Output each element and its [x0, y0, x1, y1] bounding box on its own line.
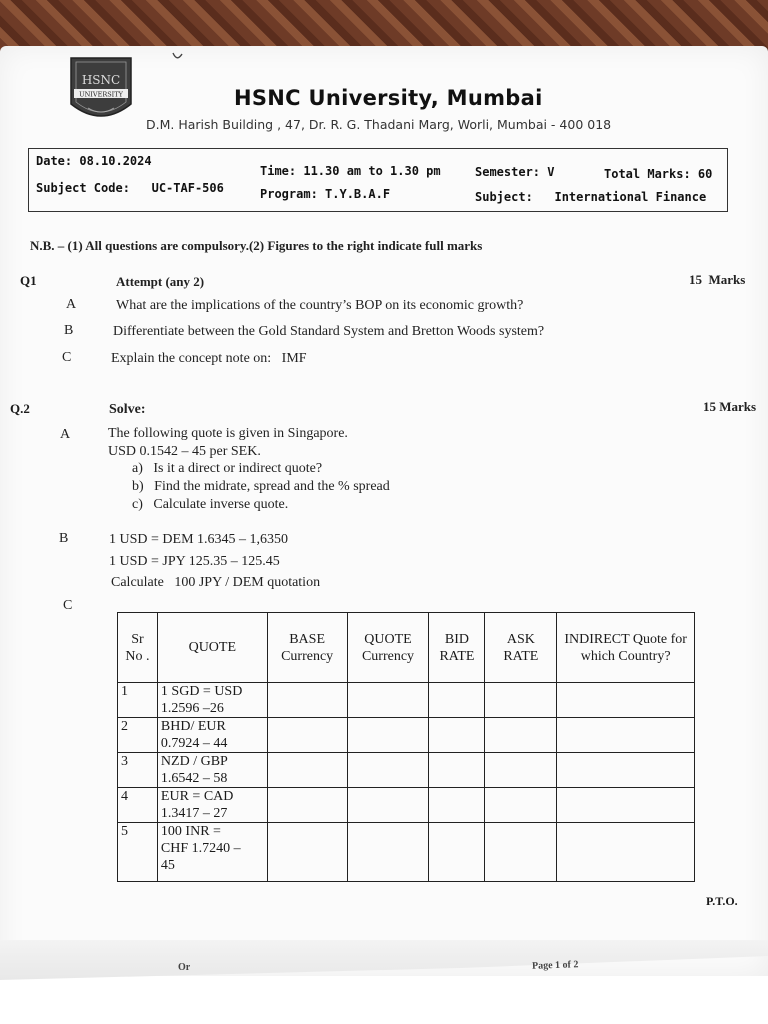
q2a-letter: A — [60, 427, 71, 442]
background-fabric — [0, 0, 768, 52]
exam-subject: Subject: International Finance — [475, 190, 707, 204]
cell-blank — [557, 683, 695, 718]
q2-label: Q.2 — [10, 401, 30, 416]
q1a-letter: A — [66, 297, 77, 312]
table-row — [118, 683, 695, 718]
footer-fragment: Or — [178, 962, 191, 973]
quote-line: CHF 1.7240 – — [160, 841, 241, 856]
q1-heading: Attempt (any 2) — [116, 274, 205, 289]
q2b-line1: 1 USD = DEM 1.6345 – 1,6350 — [109, 532, 289, 547]
q2a-sub-c: c) Calculate inverse quote. — [132, 497, 289, 512]
q1-marks: 15 Marks — [689, 272, 746, 287]
q1c-text: Explain the concept note on: IMF — [111, 351, 307, 366]
cell-quote — [157, 823, 267, 882]
page-number: Page 1 of 2 — [531, 959, 579, 972]
cell-blank — [485, 823, 557, 882]
q2a-sub-a: a) Is it a direct or indirect quote? — [132, 461, 323, 476]
q2a-quote: USD 0.1542 – 45 per SEK. — [108, 444, 261, 459]
cell-sr: 1 — [118, 683, 158, 718]
exam-date: Date: 08.10.2024 — [36, 154, 152, 168]
cell-blank — [267, 823, 347, 882]
col-header-base: BASE Currency — [267, 613, 347, 683]
cell-blank — [267, 683, 347, 718]
cell-sr: 3 — [118, 753, 158, 788]
university-title: HSNC University, Mumbai — [234, 86, 543, 110]
q2b-line3: Calculate 100 JPY / DEM quotation — [111, 575, 321, 590]
table-row — [118, 823, 695, 882]
q1a-text: What are the implications of the country’s BOP on its economic growth? — [116, 298, 524, 313]
quote-line: 45 — [160, 858, 175, 873]
exam-time: Time: 11.30 am to 1.30 pm — [260, 164, 441, 178]
cell-blank — [347, 718, 429, 753]
table-row — [118, 718, 695, 753]
quote-line: 100 INR = — [160, 824, 221, 839]
q2b-line2: 1 USD = JPY 125.35 – 125.45 — [109, 554, 280, 569]
exam-subject-code: Subject Code: UC-TAF-506 — [36, 181, 224, 195]
cell-blank — [267, 753, 347, 788]
cell-blank — [267, 718, 347, 753]
quote-line: EUR = CAD — [160, 789, 234, 804]
cell-blank — [429, 823, 485, 882]
cell-blank — [429, 753, 485, 788]
quote-line: NZD / GBP — [160, 754, 228, 769]
q2b-letter: B — [59, 531, 69, 546]
cell-blank — [267, 788, 347, 823]
cell-blank — [485, 753, 557, 788]
cell-blank — [429, 718, 485, 753]
cell-blank — [347, 683, 429, 718]
cell-blank — [557, 823, 695, 882]
cell-blank — [347, 753, 429, 788]
q1b-text: Differentiate between the Gold Standard System and Bretton Woods system? — [113, 324, 545, 339]
instructions: N.B. – (1) All questions are compulsory.(2) Figures to the right indicate full marks — [30, 238, 483, 253]
cell-blank — [557, 788, 695, 823]
col-header-ask: ASK RATE — [485, 613, 557, 683]
col-header-sr: Sr No . — [118, 613, 158, 683]
cell-quote — [157, 788, 267, 823]
exam-program: Program: T.Y.B.A.F — [260, 187, 391, 201]
cell-sr: 2 — [118, 718, 158, 753]
quote-line: 1.2596 –26 — [160, 701, 224, 716]
cell-blank — [429, 788, 485, 823]
logo-text: HSNC — [81, 73, 121, 87]
cell-blank — [429, 683, 485, 718]
q2-marks: 15 Marks — [703, 399, 757, 414]
cell-blank — [485, 788, 557, 823]
cell-blank — [347, 788, 429, 823]
q2a-sub-b: b) Find the midrate, spread and the % spread — [132, 479, 390, 494]
q1c-letter: C — [62, 350, 72, 365]
cell-blank — [557, 753, 695, 788]
cell-quote — [157, 753, 267, 788]
quote-line: 0.7924 – 44 — [160, 736, 228, 751]
cell-sr: 4 — [118, 788, 158, 823]
cell-blank — [557, 718, 695, 753]
q2c-letter: C — [63, 598, 73, 613]
cell-quote — [157, 683, 267, 718]
pen-mark-icon — [170, 50, 184, 62]
q1b-letter: B — [64, 323, 74, 338]
cell-blank — [485, 683, 557, 718]
university-logo — [66, 52, 136, 128]
pto-note: P.T.O. — [706, 894, 738, 908]
q2-heading: Solve: — [109, 402, 146, 417]
quote-line: 1.3417 – 27 — [160, 806, 228, 821]
cell-sr: 5 — [118, 823, 158, 882]
table-header-row — [118, 613, 695, 683]
quote-line: 1 SGD = USD — [160, 684, 243, 699]
quote-line: BHD/ EUR — [160, 719, 226, 734]
university-address: D.M. Harish Building , 47, Dr. R. G. Thadani Marg, Worli, Mumbai - 400 018 — [146, 117, 612, 132]
cell-blank — [485, 718, 557, 753]
table-row — [118, 753, 695, 788]
quote-line: 1.6542 – 58 — [160, 771, 228, 786]
col-header-indirect: INDIRECT Quote for which Country? — [557, 613, 695, 683]
col-header-quote-currency: QUOTE Currency — [347, 613, 429, 683]
col-header-quote: QUOTE — [157, 613, 267, 683]
cell-quote — [157, 718, 267, 753]
q2a-intro: The following quote is given in Singapore. — [108, 426, 348, 441]
quotes-table — [117, 612, 695, 882]
q1-label: Q1 — [20, 273, 37, 288]
cell-blank — [347, 823, 429, 882]
exam-semester: Semester: V — [475, 165, 555, 179]
col-header-bid: BID RATE — [429, 613, 485, 683]
svg-text:UNIVERSITY: UNIVERSITY — [79, 90, 123, 99]
table-row — [118, 788, 695, 823]
exam-total-marks: Total Marks: 60 — [604, 167, 713, 181]
